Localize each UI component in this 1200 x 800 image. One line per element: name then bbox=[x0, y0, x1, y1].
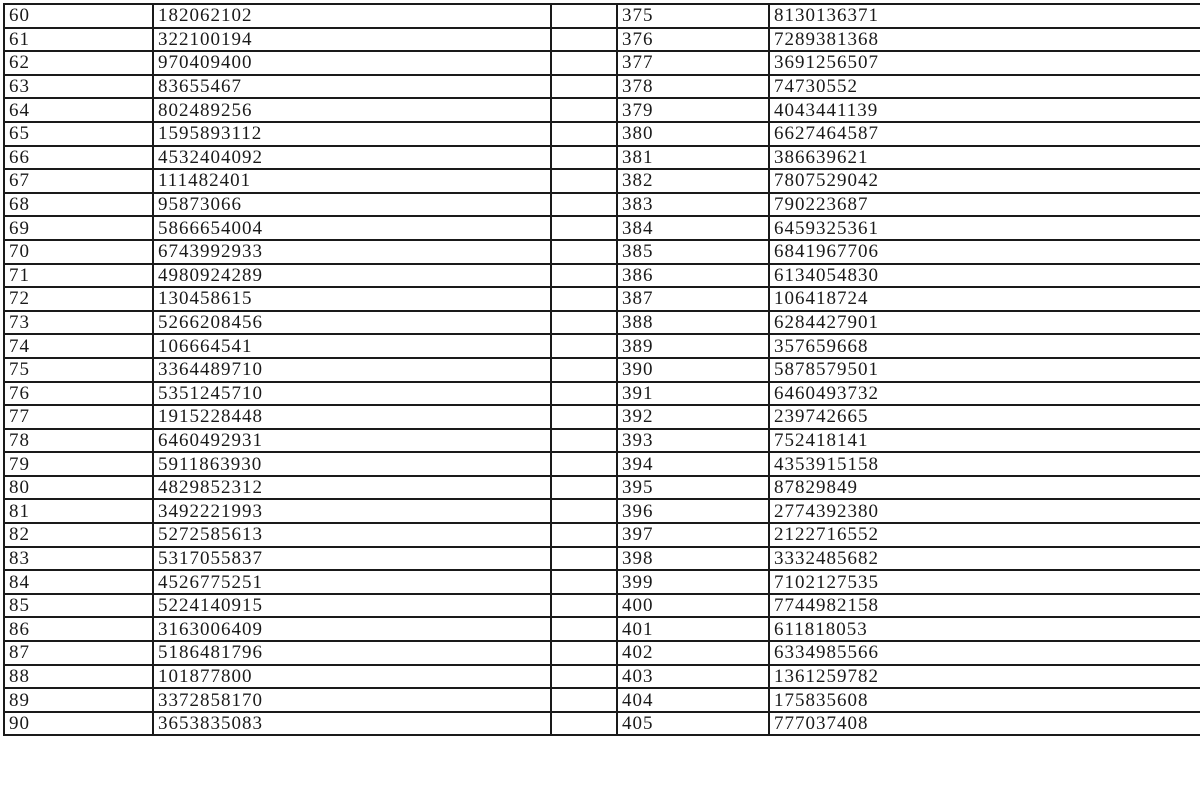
table-row bbox=[4, 594, 1200, 618]
left-index-cell: 89 bbox=[4, 688, 153, 712]
left-value-cell: 4829852312 bbox=[153, 476, 551, 500]
left-value-cell: 83655467 bbox=[153, 75, 551, 99]
left-index-cell: 81 bbox=[4, 499, 153, 523]
spacer-cell bbox=[551, 712, 617, 736]
right-index-cell: 401 bbox=[617, 617, 769, 641]
right-value-cell: 4353915158 bbox=[769, 452, 1200, 476]
table-row bbox=[4, 193, 1200, 217]
left-value-cell: 802489256 bbox=[153, 98, 551, 122]
right-index-cell: 400 bbox=[617, 594, 769, 618]
right-index-cell: 381 bbox=[617, 146, 769, 170]
spacer-cell bbox=[551, 547, 617, 571]
table-row bbox=[4, 4, 1200, 28]
table-row bbox=[4, 665, 1200, 689]
left-value-cell: 5272585613 bbox=[153, 523, 551, 547]
right-index-cell: 394 bbox=[617, 452, 769, 476]
left-value-cell: 5266208456 bbox=[153, 311, 551, 335]
right-value-cell: 7289381368 bbox=[769, 28, 1200, 52]
table-row bbox=[4, 523, 1200, 547]
table-row bbox=[4, 240, 1200, 264]
left-index-cell: 73 bbox=[4, 311, 153, 335]
spacer-cell bbox=[551, 358, 617, 382]
right-value-cell: 1361259782 bbox=[769, 665, 1200, 689]
left-value-cell: 95873066 bbox=[153, 193, 551, 217]
left-index-cell: 72 bbox=[4, 287, 153, 311]
spacer-cell bbox=[551, 405, 617, 429]
left-index-cell: 64 bbox=[4, 98, 153, 122]
left-value-cell: 1595893112 bbox=[153, 122, 551, 146]
spacer-cell bbox=[551, 688, 617, 712]
right-index-cell: 380 bbox=[617, 122, 769, 146]
table-body bbox=[4, 4, 1200, 735]
right-value-cell: 357659668 bbox=[769, 334, 1200, 358]
left-index-cell: 78 bbox=[4, 429, 153, 453]
left-value-cell: 3163006409 bbox=[153, 617, 551, 641]
left-value-cell: 4526775251 bbox=[153, 570, 551, 594]
spacer-cell bbox=[551, 98, 617, 122]
right-value-cell: 3691256507 bbox=[769, 51, 1200, 75]
left-index-cell: 68 bbox=[4, 193, 153, 217]
table-row bbox=[4, 169, 1200, 193]
spacer-cell bbox=[551, 476, 617, 500]
right-value-cell: 8130136371 bbox=[769, 4, 1200, 28]
right-value-cell: 386639621 bbox=[769, 146, 1200, 170]
left-index-cell: 70 bbox=[4, 240, 153, 264]
right-value-cell: 87829849 bbox=[769, 476, 1200, 500]
spacer-cell bbox=[551, 499, 617, 523]
left-index-cell: 84 bbox=[4, 570, 153, 594]
right-value-cell: 6284427901 bbox=[769, 311, 1200, 335]
right-index-cell: 398 bbox=[617, 547, 769, 571]
spacer-cell bbox=[551, 240, 617, 264]
left-value-cell: 3653835083 bbox=[153, 712, 551, 736]
table-row bbox=[4, 641, 1200, 665]
right-value-cell: 6460493732 bbox=[769, 382, 1200, 406]
right-index-cell: 386 bbox=[617, 264, 769, 288]
left-value-cell: 5866654004 bbox=[153, 216, 551, 240]
table-row bbox=[4, 311, 1200, 335]
table-row bbox=[4, 358, 1200, 382]
table-row bbox=[4, 547, 1200, 571]
table-row bbox=[4, 405, 1200, 429]
left-value-cell: 5186481796 bbox=[153, 641, 551, 665]
right-value-cell: 611818053 bbox=[769, 617, 1200, 641]
table-row bbox=[4, 98, 1200, 122]
right-value-cell: 6627464587 bbox=[769, 122, 1200, 146]
left-value-cell: 4532404092 bbox=[153, 146, 551, 170]
right-index-cell: 382 bbox=[617, 169, 769, 193]
right-index-cell: 378 bbox=[617, 75, 769, 99]
left-index-cell: 79 bbox=[4, 452, 153, 476]
right-value-cell: 74730552 bbox=[769, 75, 1200, 99]
right-index-cell: 399 bbox=[617, 570, 769, 594]
table-row bbox=[4, 75, 1200, 99]
right-value-cell: 106418724 bbox=[769, 287, 1200, 311]
left-index-cell: 82 bbox=[4, 523, 153, 547]
left-index-cell: 86 bbox=[4, 617, 153, 641]
spacer-cell bbox=[551, 75, 617, 99]
left-index-cell: 74 bbox=[4, 334, 153, 358]
right-value-cell: 239742665 bbox=[769, 405, 1200, 429]
table-row bbox=[4, 382, 1200, 406]
right-value-cell: 5878579501 bbox=[769, 358, 1200, 382]
left-index-cell: 83 bbox=[4, 547, 153, 571]
table-row bbox=[4, 28, 1200, 52]
left-value-cell: 182062102 bbox=[153, 4, 551, 28]
left-index-cell: 67 bbox=[4, 169, 153, 193]
number-table bbox=[3, 3, 1200, 736]
left-index-cell: 76 bbox=[4, 382, 153, 406]
right-index-cell: 385 bbox=[617, 240, 769, 264]
right-value-cell: 777037408 bbox=[769, 712, 1200, 736]
spacer-cell bbox=[551, 287, 617, 311]
spacer-cell bbox=[551, 28, 617, 52]
spacer-cell bbox=[551, 51, 617, 75]
right-index-cell: 389 bbox=[617, 334, 769, 358]
table-row bbox=[4, 452, 1200, 476]
spacer-cell bbox=[551, 169, 617, 193]
left-value-cell: 3364489710 bbox=[153, 358, 551, 382]
left-value-cell: 1915228448 bbox=[153, 405, 551, 429]
left-index-cell: 75 bbox=[4, 358, 153, 382]
spacer-cell bbox=[551, 382, 617, 406]
right-value-cell: 6459325361 bbox=[769, 216, 1200, 240]
right-index-cell: 375 bbox=[617, 4, 769, 28]
spacer-cell bbox=[551, 617, 617, 641]
spacer-cell bbox=[551, 146, 617, 170]
right-index-cell: 397 bbox=[617, 523, 769, 547]
right-value-cell: 6134054830 bbox=[769, 264, 1200, 288]
table-row bbox=[4, 570, 1200, 594]
spacer-cell bbox=[551, 570, 617, 594]
spacer-cell bbox=[551, 665, 617, 689]
left-value-cell: 3492221993 bbox=[153, 499, 551, 523]
spacer-cell bbox=[551, 264, 617, 288]
table-row bbox=[4, 334, 1200, 358]
right-index-cell: 376 bbox=[617, 28, 769, 52]
right-value-cell: 790223687 bbox=[769, 193, 1200, 217]
right-value-cell: 6841967706 bbox=[769, 240, 1200, 264]
left-index-cell: 69 bbox=[4, 216, 153, 240]
right-index-cell: 383 bbox=[617, 193, 769, 217]
table-row bbox=[4, 264, 1200, 288]
left-index-cell: 80 bbox=[4, 476, 153, 500]
right-index-cell: 402 bbox=[617, 641, 769, 665]
table-row bbox=[4, 688, 1200, 712]
spacer-cell bbox=[551, 122, 617, 146]
right-index-cell: 403 bbox=[617, 665, 769, 689]
left-value-cell: 106664541 bbox=[153, 334, 551, 358]
left-index-cell: 71 bbox=[4, 264, 153, 288]
right-value-cell: 7102127535 bbox=[769, 570, 1200, 594]
left-value-cell: 5224140915 bbox=[153, 594, 551, 618]
right-value-cell: 2122716552 bbox=[769, 523, 1200, 547]
right-index-cell: 377 bbox=[617, 51, 769, 75]
left-index-cell: 60 bbox=[4, 4, 153, 28]
left-index-cell: 90 bbox=[4, 712, 153, 736]
table-row bbox=[4, 51, 1200, 75]
left-value-cell: 3372858170 bbox=[153, 688, 551, 712]
left-index-cell: 87 bbox=[4, 641, 153, 665]
table-row bbox=[4, 617, 1200, 641]
right-value-cell: 7744982158 bbox=[769, 594, 1200, 618]
right-value-cell: 7807529042 bbox=[769, 169, 1200, 193]
right-index-cell: 393 bbox=[617, 429, 769, 453]
left-index-cell: 77 bbox=[4, 405, 153, 429]
spacer-cell bbox=[551, 311, 617, 335]
left-index-cell: 61 bbox=[4, 28, 153, 52]
right-index-cell: 392 bbox=[617, 405, 769, 429]
table-row bbox=[4, 216, 1200, 240]
left-value-cell: 6743992933 bbox=[153, 240, 551, 264]
right-index-cell: 404 bbox=[617, 688, 769, 712]
left-index-cell: 62 bbox=[4, 51, 153, 75]
table-row bbox=[4, 476, 1200, 500]
right-index-cell: 390 bbox=[617, 358, 769, 382]
table-row bbox=[4, 146, 1200, 170]
right-value-cell: 2774392380 bbox=[769, 499, 1200, 523]
left-value-cell: 6460492931 bbox=[153, 429, 551, 453]
left-index-cell: 66 bbox=[4, 146, 153, 170]
spacer-cell bbox=[551, 334, 617, 358]
left-value-cell: 5911863930 bbox=[153, 452, 551, 476]
table-row bbox=[4, 429, 1200, 453]
left-value-cell: 970409400 bbox=[153, 51, 551, 75]
right-value-cell: 6334985566 bbox=[769, 641, 1200, 665]
left-index-cell: 65 bbox=[4, 122, 153, 146]
spacer-cell bbox=[551, 4, 617, 28]
table-row bbox=[4, 287, 1200, 311]
spacer-cell bbox=[551, 641, 617, 665]
right-index-cell: 396 bbox=[617, 499, 769, 523]
right-value-cell: 175835608 bbox=[769, 688, 1200, 712]
right-index-cell: 395 bbox=[617, 476, 769, 500]
left-value-cell: 5351245710 bbox=[153, 382, 551, 406]
right-index-cell: 391 bbox=[617, 382, 769, 406]
spacer-cell bbox=[551, 523, 617, 547]
left-value-cell: 4980924289 bbox=[153, 264, 551, 288]
right-index-cell: 379 bbox=[617, 98, 769, 122]
table-row bbox=[4, 122, 1200, 146]
spacer-cell bbox=[551, 594, 617, 618]
right-index-cell: 388 bbox=[617, 311, 769, 335]
right-value-cell: 4043441139 bbox=[769, 98, 1200, 122]
left-index-cell: 88 bbox=[4, 665, 153, 689]
right-index-cell: 387 bbox=[617, 287, 769, 311]
left-value-cell: 130458615 bbox=[153, 287, 551, 311]
left-index-cell: 63 bbox=[4, 75, 153, 99]
spacer-cell bbox=[551, 193, 617, 217]
right-value-cell: 752418141 bbox=[769, 429, 1200, 453]
left-value-cell: 5317055837 bbox=[153, 547, 551, 571]
table-row bbox=[4, 712, 1200, 736]
right-index-cell: 405 bbox=[617, 712, 769, 736]
right-index-cell: 384 bbox=[617, 216, 769, 240]
left-value-cell: 322100194 bbox=[153, 28, 551, 52]
left-value-cell: 101877800 bbox=[153, 665, 551, 689]
left-value-cell: 111482401 bbox=[153, 169, 551, 193]
spacer-cell bbox=[551, 429, 617, 453]
left-index-cell: 85 bbox=[4, 594, 153, 618]
spacer-cell bbox=[551, 216, 617, 240]
right-value-cell: 3332485682 bbox=[769, 547, 1200, 571]
table-row bbox=[4, 499, 1200, 523]
spacer-cell bbox=[551, 452, 617, 476]
